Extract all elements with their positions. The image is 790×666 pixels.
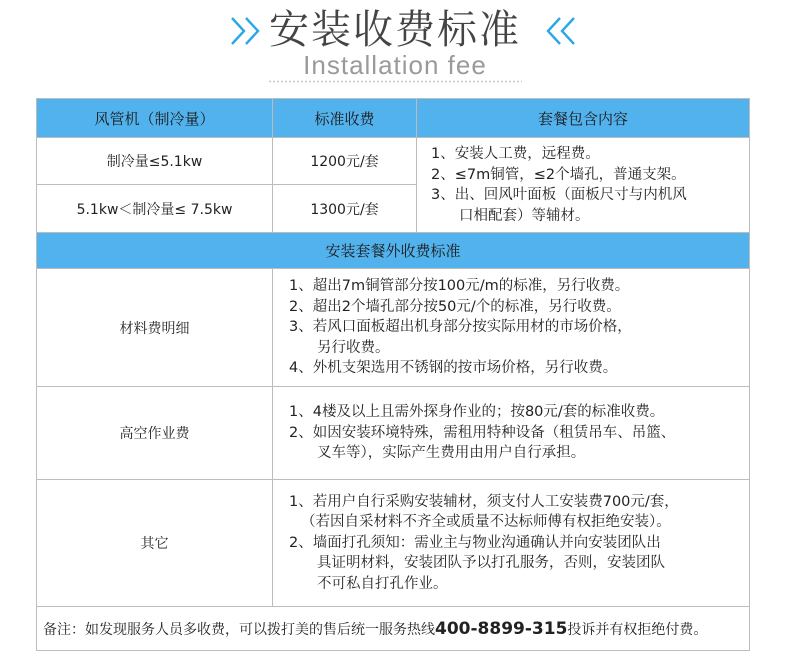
list-item: 叉车等），实际产生费用由用户自行承担。 — [317, 445, 586, 462]
list-item: （若因自采材料不齐全或质量不达标师傅有权拒绝安装）。 — [301, 514, 671, 531]
table-row-capacity: 5.1kw＜制冷量≤ 7.5kw — [37, 185, 273, 233]
list-item: 2、墙面打孔须知：需业主与物业沟通确认并向安装团队出 — [289, 534, 661, 551]
list-item: 4、外机支架选用不锈钢的按市场价格，另行收费。 — [289, 360, 618, 377]
column-header-package: 套餐包含内容 — [417, 99, 749, 138]
list-item: 2、超出2个墙孔部分按50元/个的标准，另行收费。 — [289, 298, 621, 315]
section-label-materials: 材料费明细 — [37, 269, 273, 387]
footnote-prefix: 备注：如发现服务人员多收费，可以拨打美的售后统一服务热线 — [43, 622, 435, 638]
fee-table — [36, 98, 750, 651]
table-row-capacity: 制冷量≤5.1kw — [37, 138, 273, 185]
list-item: 1、超出7m铜管部分按100元/m的标准，另行收费。 — [289, 278, 630, 295]
list-item: 2、如因安装环境特殊，需租用特种设备（租赁吊车、吊篮、 — [289, 424, 676, 441]
footnote — [37, 607, 749, 651]
hotline-number: 400-8899-315 — [435, 619, 568, 639]
section-label-other: 其它 — [37, 480, 273, 607]
section-lines-materials — [273, 269, 749, 387]
table-row-price: 1300元/套 — [273, 185, 417, 233]
list-item: 不可私自打孔作业。 — [317, 575, 448, 592]
column-header-price: 标准收费 — [273, 99, 417, 138]
page-subtitle: Installation fee — [303, 50, 487, 80]
package-item: 3、出、回风叶面板（面板尺寸与内机风 — [431, 187, 687, 203]
decorative-divider — [268, 80, 522, 83]
package-item: 2、≤7m铜管，≤2个墙孔，普通支架。 — [431, 166, 686, 183]
list-item: 具证明材料，安装团队予以打孔服务，否则，安装团队 — [317, 555, 665, 572]
package-contents — [417, 138, 749, 233]
section-lines-other — [273, 480, 749, 607]
page-title: 安装收费标准 — [269, 7, 521, 53]
list-item: 3、若风口面板超出机身部分按实际用材的市场价格， — [289, 319, 632, 336]
package-item: 口相配套）等辅材。 — [459, 207, 590, 224]
table-row-price: 1200元/套 — [273, 138, 417, 185]
double-chevron-left-icon — [536, 14, 580, 48]
footnote-suffix: 投诉并有权拒绝付费。 — [567, 622, 708, 638]
section-lines-high-altitude — [273, 387, 749, 480]
page-header — [0, 0, 790, 90]
list-item: 1、4楼及以上且需外探身作业的；按80元/套的标准收费。 — [289, 404, 665, 421]
section-label-high-altitude: 高空作业费 — [37, 387, 273, 480]
package-item: 1、安装人工费，远程费。 — [431, 146, 600, 162]
extra-fees-title: 安装套餐外收费标准 — [37, 233, 749, 269]
list-item: 另行收费。 — [317, 339, 390, 356]
column-header-capacity: 风管机（制冷量） — [37, 99, 273, 138]
list-item: 1、若用户自行采购安装辅材，须支付人工安装费700元/套， — [289, 493, 679, 510]
